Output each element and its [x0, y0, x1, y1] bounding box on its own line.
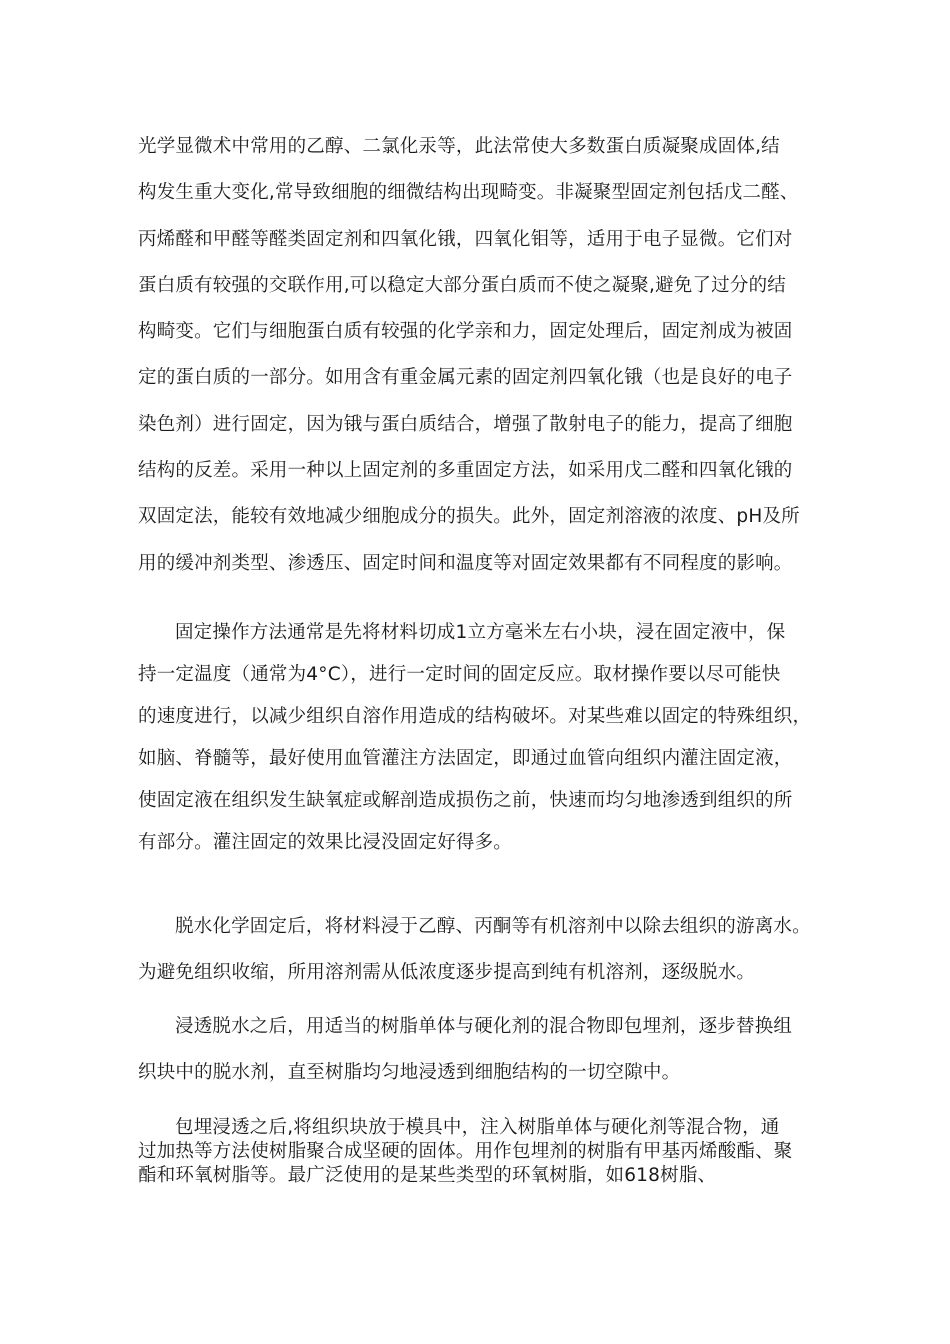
- text-line: 过加热等方法使树脂聚合成坚硬的固体。用作包埋剂的树脂有甲基丙烯酸酯、聚: [138, 1141, 793, 1162]
- text-line: 丙烯醛和甲醛等醛类固定剂和四氧化锇，四氧化钼等，适用于电子显微。它们对: [138, 228, 793, 250]
- text-line: 的速度进行，以减少组织自溶作用造成的结构破坏。对某些难以固定的特殊组织，: [138, 706, 812, 727]
- text-line: 包埋浸透之后,将组织块放于模具中，注入树脂单体与硬化剂等混合物，通: [175, 1117, 780, 1138]
- text-line: 固定操作方法通常是先将材料切成1立方毫米左右小块，浸在固定液中，保: [175, 622, 786, 643]
- text-line: 织块中的脱水剂，直至树脂均匀地浸透到细胞结构的一切空隙中。: [138, 1062, 681, 1083]
- text-line: 如脑、脊髓等，最好使用血管灌注方法固定，即通过血管向组织内灌注固定液，: [138, 748, 793, 769]
- text-line: 结构的反差。采用一种以上固定剂的多重固定方法，如采用戊二醛和四氧化锇的: [138, 460, 793, 482]
- text-line: 双固定法，能较有效地减少细胞成分的损失。此外，固定剂溶液的浓度、pH及所: [138, 506, 800, 528]
- paragraph-fixation-procedure: [138, 612, 818, 864]
- text-line: 构发生重大变化,常导致细胞的细微结构出现畸变。非凝聚型固定剂包括戊二醛、: [138, 182, 799, 204]
- text-line: 浸透脱水之后，用适当的树脂单体与硬化剂的混合物即包埋剂，逐步替换组: [175, 1016, 793, 1037]
- text-line: 光学显微术中常用的乙醇、二氯化汞等，此法常使大多数蛋白质凝聚成固体,结: [138, 136, 780, 157]
- text-line: 染色剂）进行固定，因为锇与蛋白质结合，增强了散射电子的能力，提高了细胞: [138, 413, 793, 435]
- text-line: 为避免组织收缩，所用溶剂需从低浓度逐步提高到纯有机溶剂，逐级脱水。: [138, 962, 756, 983]
- text-line: 脱水化学固定后，将材料浸于乙醇、丙酮等有机溶剂中以除去组织的游离水。: [175, 916, 811, 937]
- text-line: 有部分。灌注固定的效果比浸没固定好得多。: [138, 832, 513, 853]
- text-line: 定的蛋白质的一部分。如用含有重金属元素的固定剂四氧化锇（也是良好的电子: [138, 367, 793, 389]
- paragraph-fixatives: [138, 124, 818, 587]
- text-line: 酯和环氧树脂等。最广泛使用的是某些类型的环氧树脂，如618树脂、: [138, 1165, 717, 1186]
- text-line: 使固定液在组织发生缺氧症或解剖造成损伤之前，快速而均匀地渗透到组织的所: [138, 790, 793, 811]
- text-line: 构畸变。它们与细胞蛋白质有较强的化学亲和力，固定处理后，固定剂成为被固: [138, 321, 793, 343]
- paragraph-embedding: [138, 1116, 818, 1188]
- text-line: 持一定温度（通常为4°C），进行一定时间的固定反应。取材操作要以尽可能快: [138, 664, 781, 685]
- paragraph-dehydration: [138, 904, 818, 996]
- text-line: 蛋白质有较强的交联作用,可以稳定大部分蛋白质而不使之凝聚,避免了过分的结: [138, 274, 786, 296]
- paragraph-infiltration: [138, 1004, 818, 1096]
- text-line: 用的缓冲剂类型、渗透压、固定时间和温度等对固定效果都有不同程度的影响。: [138, 552, 793, 574]
